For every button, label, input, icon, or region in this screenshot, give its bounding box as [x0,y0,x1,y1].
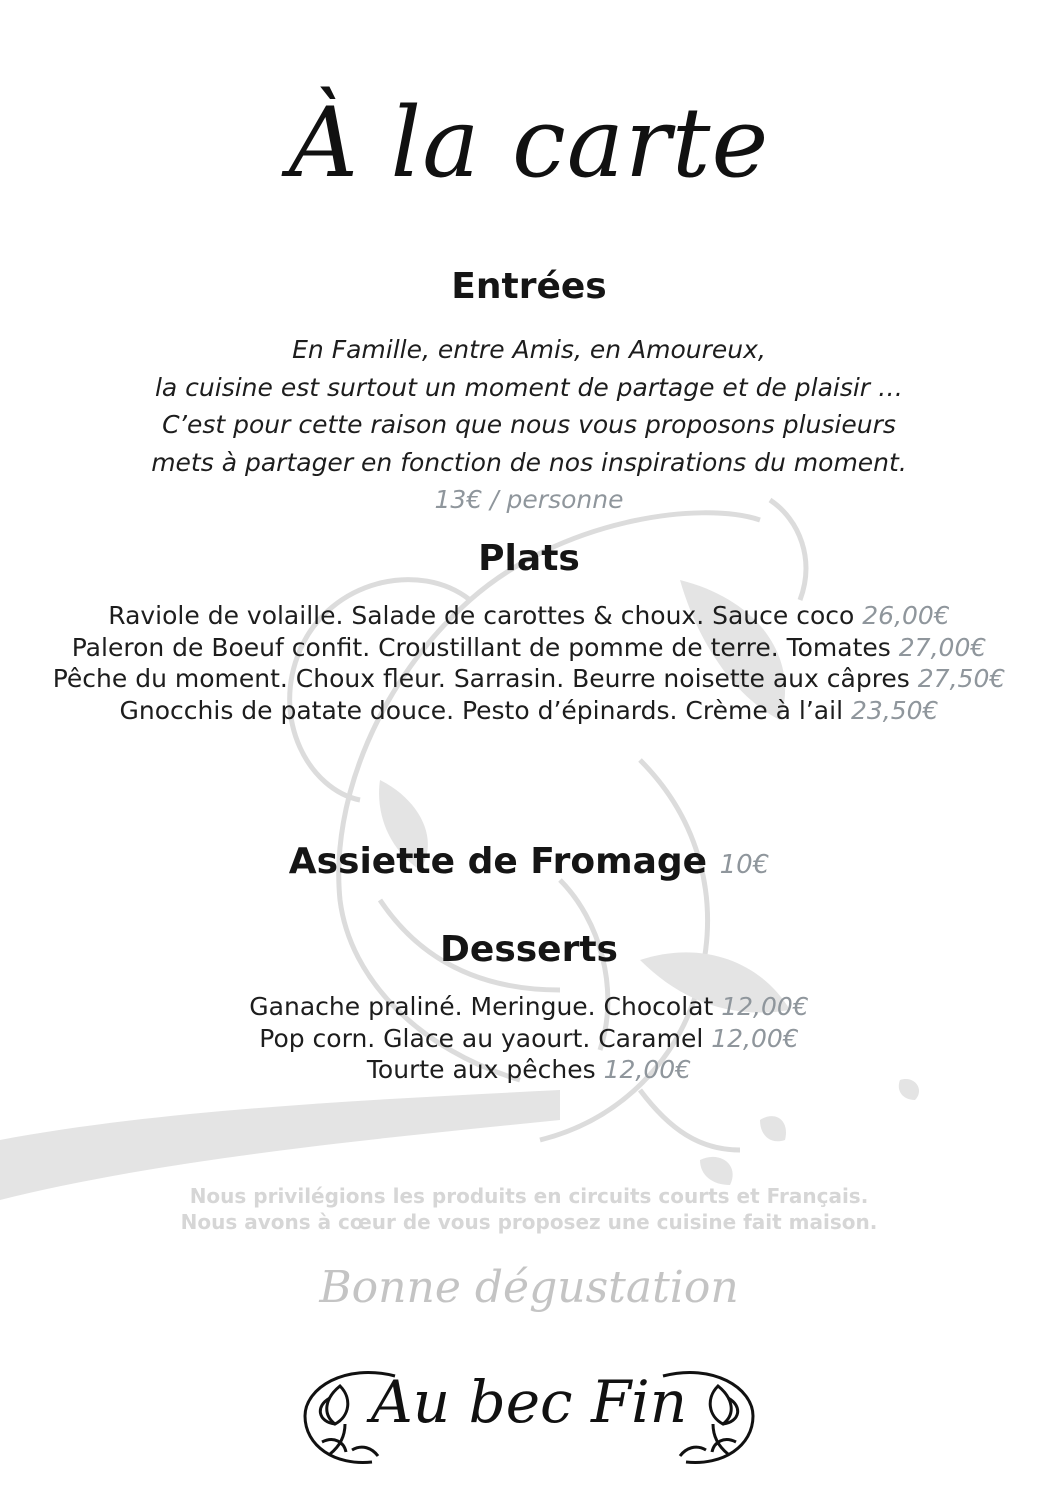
dish-name: Pêche du moment. Choux fleur. Sarrasin. Beurre noisette aux câpres [52,664,910,693]
dish-price: 12,00€ [721,992,809,1021]
dish-name: Tourte aux pêches [366,1055,596,1084]
fromage-title: Assiette de Fromage [288,841,708,882]
plats-list [0,600,1058,726]
page-title: À la carte [288,87,770,199]
list-item [0,695,1058,727]
dish-name: Paleron de Boeuf confit. Croustillant de pomme de terre. Tomates [71,632,891,662]
intro-line: C’est pour cette raison que nous vous proposons plusieurs [162,410,896,440]
closing-text: Bonne dégustation [319,1262,739,1313]
intro-line: la cuisine est surtout un moment de partage et de plaisir … [154,372,904,402]
intro-line: En Famille, entre Amis, en Amoureux, [292,335,766,364]
dish-name: Ganache praliné. Meringue. Chocolat [249,992,714,1021]
list-item [0,600,1058,632]
list-item [0,1023,1058,1055]
desserts-heading: Desserts [440,929,618,970]
plats-heading: Plats [478,538,580,579]
entrees-heading: Entrées [451,266,607,307]
fromage-heading [0,840,1058,887]
dish-price: 26,00€ [862,601,950,630]
dish-name: Raviole de volaille. Salade de carottes & choux. Sauce coco [108,601,855,630]
footnote-line: Nous privilégions les produits en circuits courts et Français. [189,1184,869,1208]
entrees-price: 13€ / personne [434,485,624,515]
list-item [0,1054,1058,1086]
list-item [0,632,1058,664]
fromage-price: 10€ [719,850,770,880]
brand-name: Au bec Fin [370,1368,688,1436]
dish-price: 12,00€ [603,1055,692,1084]
dish-name: Gnocchis de patate douce. Pesto d’épinards. Crème à l’ail [119,695,844,725]
dish-price: 27,00€ [898,632,987,662]
intro-line: mets à partager en fonction de nos inspirations du moment. [151,447,907,477]
list-item [0,663,1058,695]
footnote [0,1183,1058,1235]
footnote-line: Nous avons à cœur de vous proposez une cuisine fait maison. [180,1210,878,1234]
dish-price: 12,00€ [711,1023,799,1053]
dish-price: 23,50€ [850,695,939,725]
desserts-list [0,991,1058,1086]
dish-price: 27,50€ [917,664,1006,693]
entrees-intro [0,331,1058,519]
dish-name: Pop corn. Glace au yaourt. Caramel [259,1023,704,1053]
list-item [0,991,1058,1023]
